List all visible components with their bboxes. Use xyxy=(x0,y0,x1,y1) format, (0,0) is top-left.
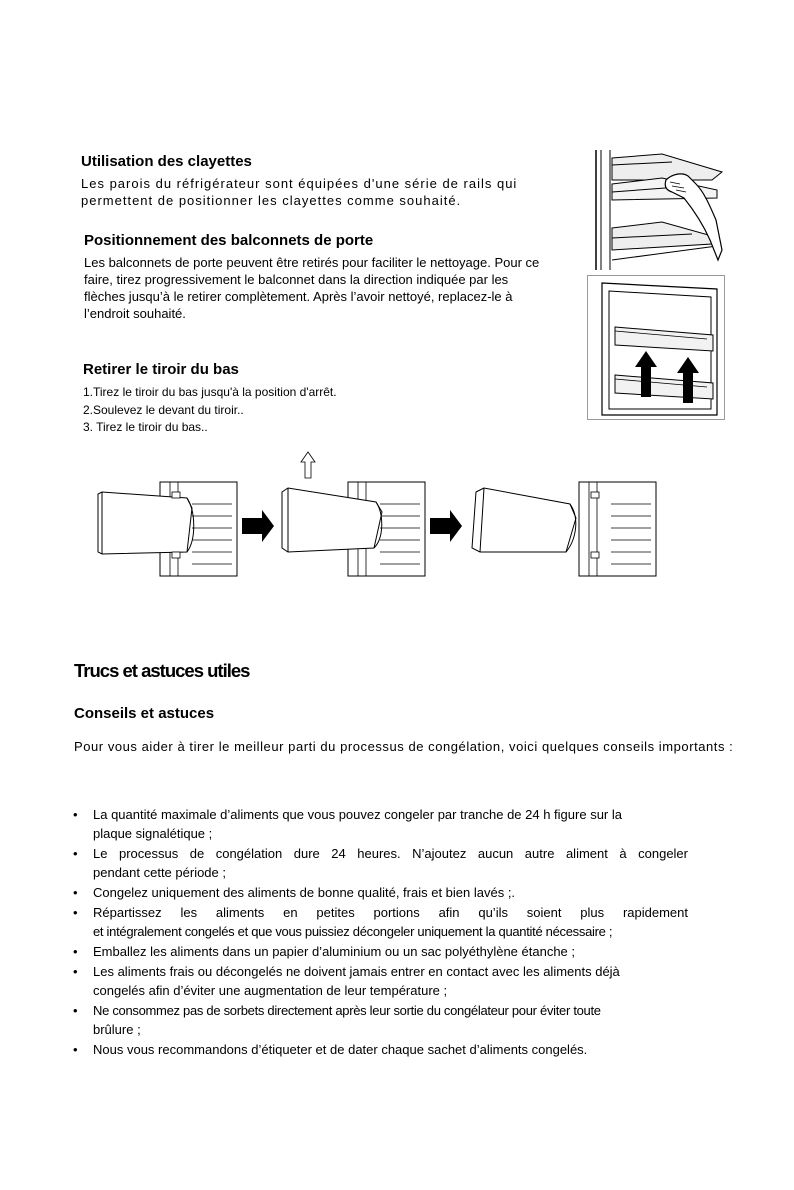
list-item xyxy=(73,844,688,882)
list-item-line: • Le processus de congélation dure 24 heures. N’ajoutez aucun autre aliment à congeler xyxy=(93,846,688,861)
shelves-text xyxy=(81,175,581,209)
list-item xyxy=(73,1040,688,1059)
drawer-step: 1.Tirez le tiroir du bas jusqu'à la position d'arrêt. xyxy=(83,385,337,399)
list-item-line: brûlure ; xyxy=(93,1022,141,1037)
list-item-line: • Les aliments frais ou décongelés ne doivent jamais entrer en contact avec les aliments déjà xyxy=(93,964,620,979)
bottom-drawer-heading: Retirer le tiroir du bas xyxy=(83,361,239,378)
door-balconies-line: l’endroit souhaité. xyxy=(84,306,186,321)
tips-subheading: Conseils et astuces xyxy=(74,705,215,722)
list-item-line: • Répartissez les aliments en petites portions afin qu’ils soient plus rapidement xyxy=(93,905,688,920)
drawer-step3-figure xyxy=(472,482,656,576)
drawer-step: 3. Tirez le tiroir du bas.. xyxy=(83,420,208,434)
shelves-text-line: Les parois du réfrigérateur sont équipées d'une série de rails qui xyxy=(81,176,518,191)
bottom-drawer-steps xyxy=(83,384,503,437)
list-item xyxy=(73,1001,688,1039)
list-item-line: • Congelez uniquement des aliments de bonne qualité, frais et bien lavés ;. xyxy=(93,885,516,900)
shelf-removal-illustration xyxy=(592,150,727,272)
list-item xyxy=(73,805,688,843)
list-item-line: • Emballez les aliments dans un papier d’aluminium ou un sac polyéthylène étanche ; xyxy=(93,944,576,959)
door-balconies-line: Les balconnets de porte peuvent être retirés pour faciliter le nettoyage. Pour ce xyxy=(84,255,540,270)
tips-title: Trucs et astuces utiles xyxy=(74,660,250,681)
list-item-line: et intégralement congelés et que vous puissiez décongeler uniquement la quantité nécessaire ; xyxy=(93,924,613,939)
list-item-line: • Nous vous recommandons d’étiqueter et de dater chaque sachet d’aliments congelés. xyxy=(93,1042,588,1057)
right-arrow-icon xyxy=(242,510,274,542)
drawer-step: 2.Soulevez le devant du tiroir.. xyxy=(83,402,244,417)
list-item-line: congelés afin d’éviter une augmentation de leur température ; xyxy=(93,983,448,998)
door-balconies-heading: Positionnement des balconnets de porte xyxy=(84,232,374,249)
list-item xyxy=(73,962,688,1000)
shelves-heading: Utilisation des clayettes xyxy=(81,153,252,170)
list-item-line: pendant cette période ; xyxy=(93,865,226,880)
list-item-line: plaque signalétique ; xyxy=(93,826,213,841)
up-arrow-outline-icon xyxy=(301,452,315,478)
door-balconies-text xyxy=(84,254,594,322)
drawer-removal-illustration xyxy=(92,448,662,580)
list-item xyxy=(73,883,688,902)
list-item-line: • Ne consommez pas de sorbets directement après leur sortie du congélateur pour éviter toute xyxy=(93,1003,601,1018)
tips-list xyxy=(73,805,688,1060)
shelves-text-line: permettent de positionner les clayettes comme souhaité. xyxy=(81,193,462,208)
door-balcony-illustration xyxy=(587,275,725,420)
door-balconies-line: faire, tirez progressivement le balconnet dans la direction indiquée par les xyxy=(84,272,509,287)
list-item xyxy=(73,942,688,961)
drawer-step2-figure xyxy=(282,452,425,576)
drawer-step1-figure xyxy=(98,482,237,576)
door-balconies-line: flèches jusqu’à le retirer complètement. Après l’avoir nettoyé, replacez-le à xyxy=(84,289,513,304)
list-item-line: • La quantité maximale d’aliments que vous pouvez congeler par tranche de 24 h figure sur la xyxy=(93,807,622,822)
tips-intro: Pour vous aider à tirer le meilleur parti du processus de congélation, voici quelques conseils importants : xyxy=(74,739,734,754)
list-item xyxy=(73,903,688,941)
right-arrow-icon xyxy=(430,510,462,542)
